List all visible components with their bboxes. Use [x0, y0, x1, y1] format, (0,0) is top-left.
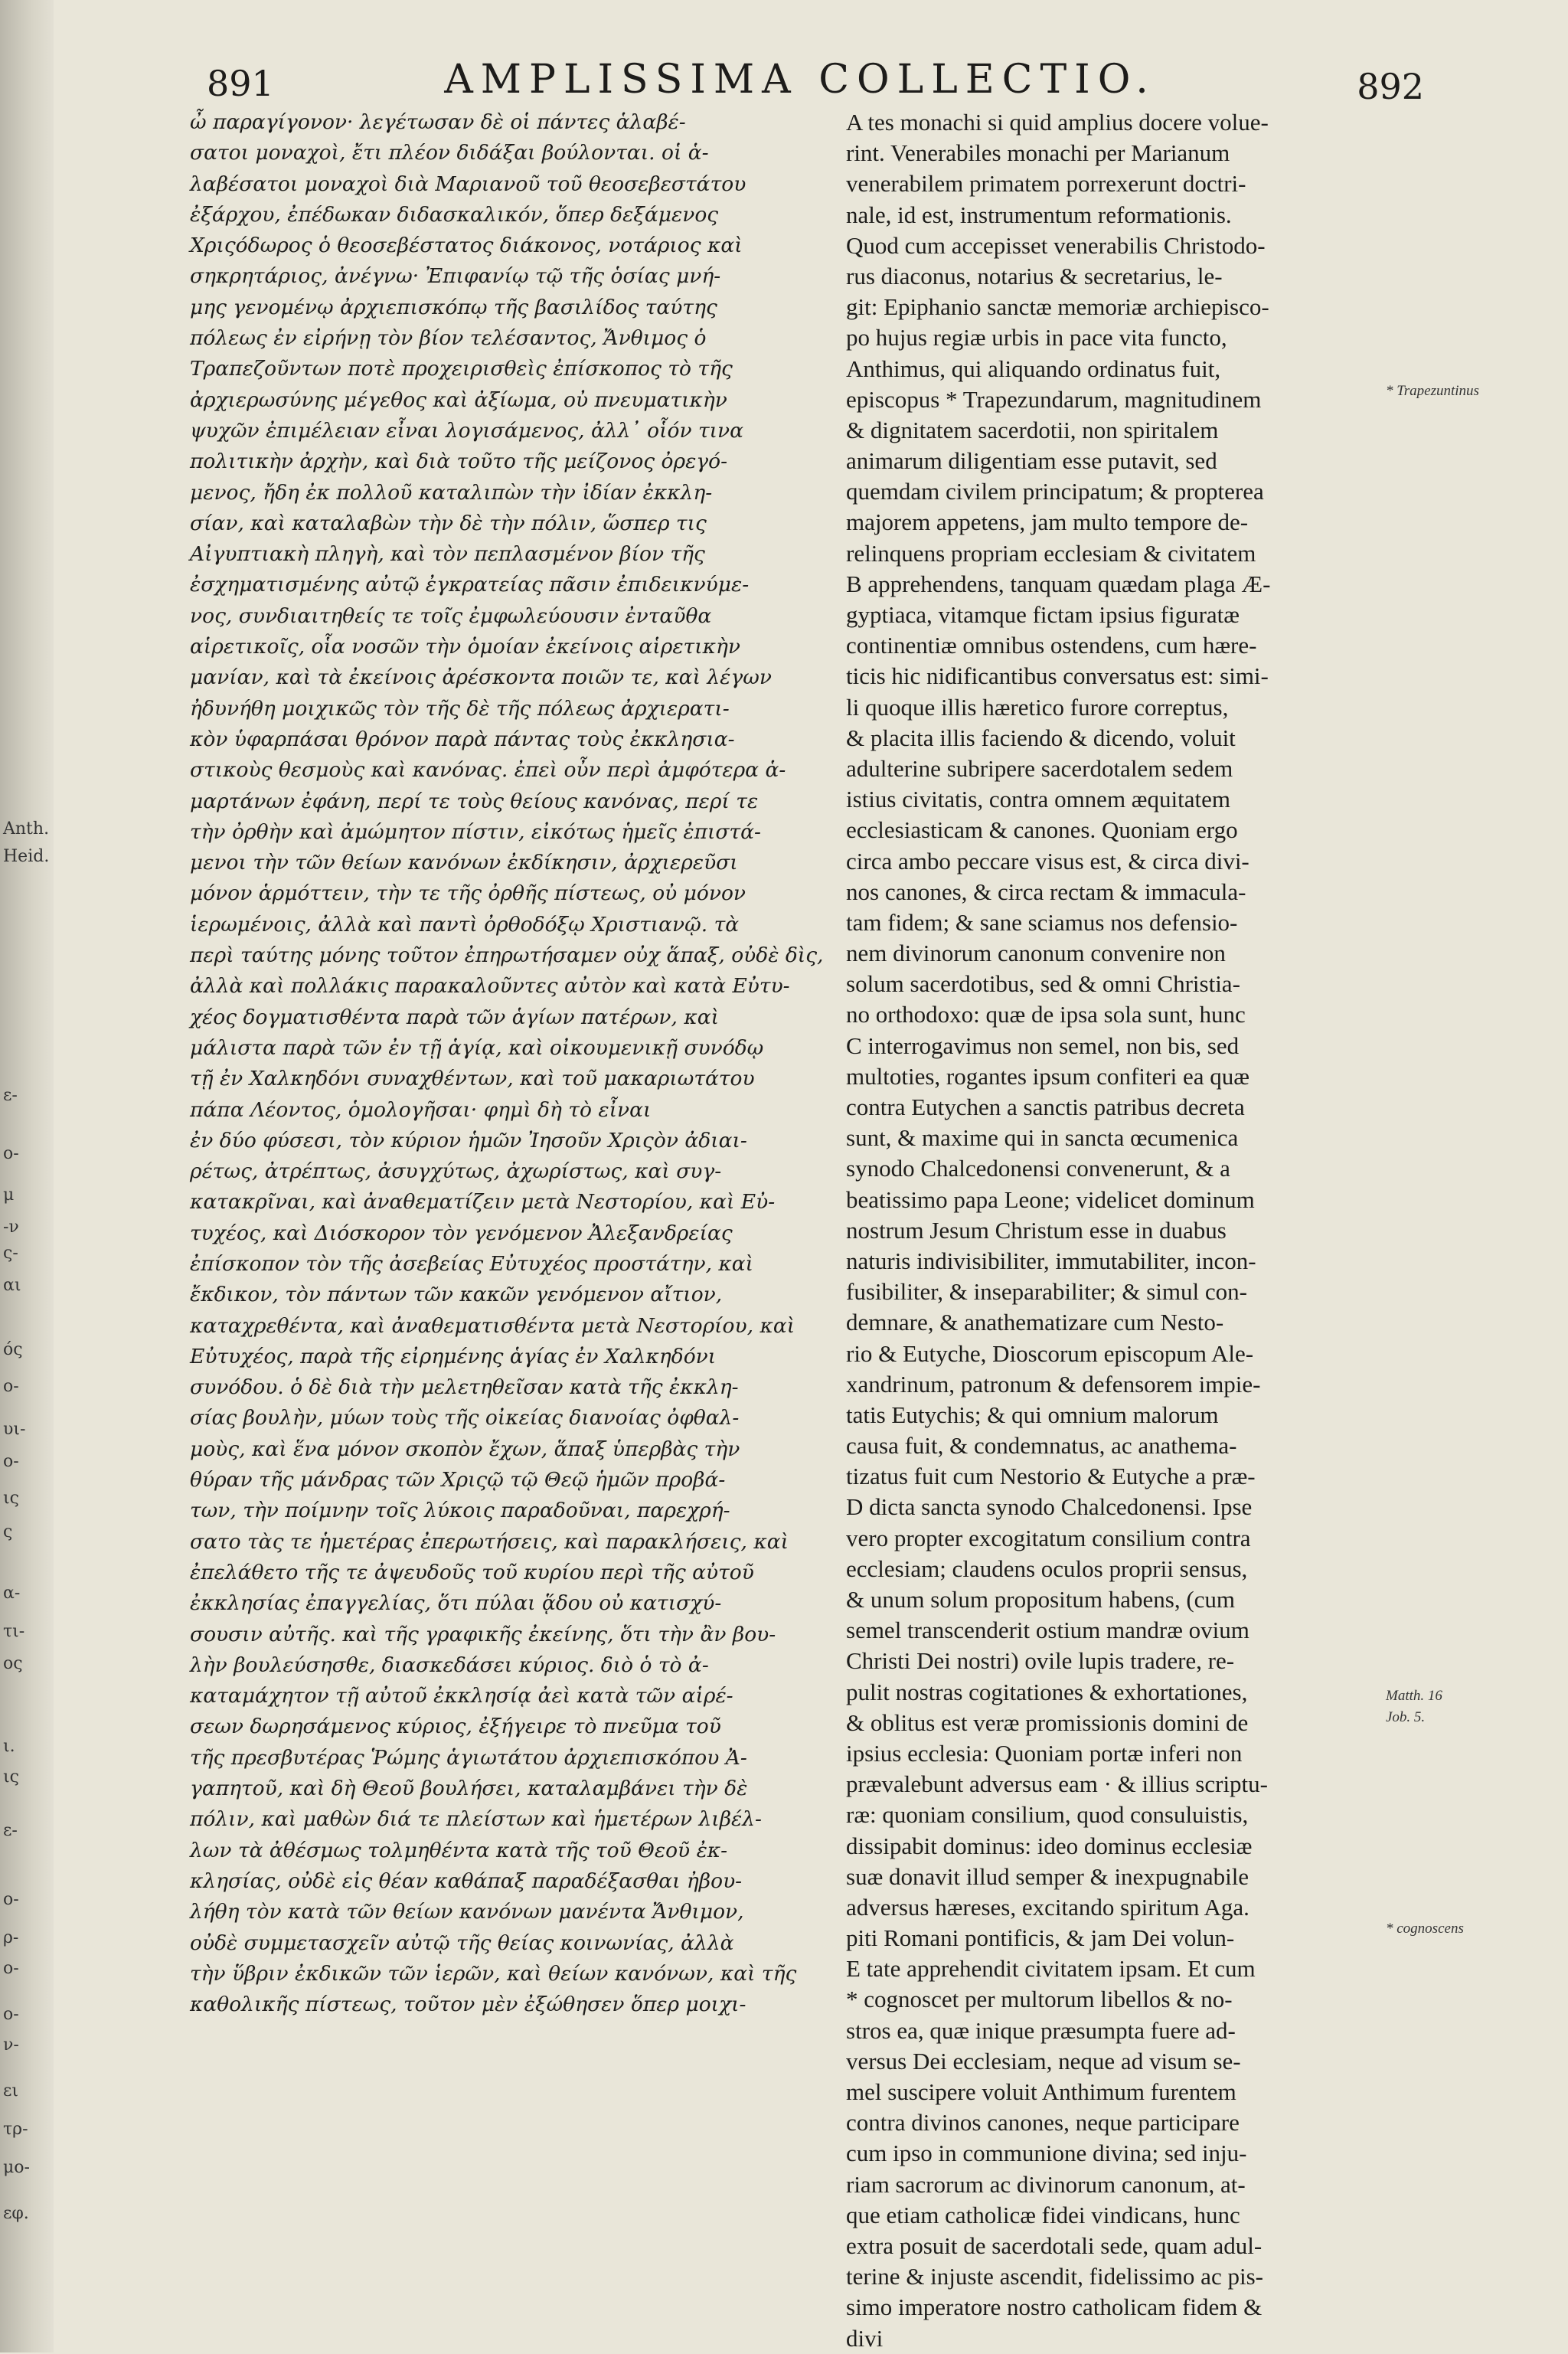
greek-text-line: μοὺς, καὶ ἕνα μόνον σκοπὸν ἔχων, ἅπαξ ὑπερβὰς τὴν — [190, 1437, 740, 1461]
left-page-fragment: α- — [3, 1584, 21, 1603]
latin-text-line: sunt, & maxime qui in sancta œcumenica — [846, 1124, 1239, 1152]
greek-text-line: Εὐτυχέος, παρὰ τῆς εἰρημένης ἁγίας ἐν Χαλκηδόνι — [190, 1344, 717, 1368]
left-page-fragment: ος — [3, 1654, 23, 1673]
greek-text-line: μενος, ἤδη ἐκ πολλοῦ καταλιπὼν τὴν ἰδίαν ἐκκλη- — [190, 480, 713, 505]
left-page-fragment: ς — [3, 1522, 13, 1542]
greek-text-line: κὸν ὑφαρπάσαι θρόνον παρὰ πάντας τοὺς ἐκκλησια- — [190, 727, 735, 751]
greek-text-line: ὦ παραγίγονον· λεγέτωσαν δὲ οἱ πάντες ἁλαβέ- — [190, 110, 686, 134]
latin-text-line: tatis Eutychis; & qui omnium malorum — [846, 1401, 1219, 1428]
greek-text-line: τῇ ἐν Χαλκηδόνι συναχθέντων, καὶ τοῦ μακαριωτάτου — [190, 1067, 755, 1091]
latin-text-line: multoties, rogantes ipsum confiteri ea quæ — [846, 1062, 1250, 1090]
greek-text-line: οὐδὲ συμμετασχεῖν αὐτῷ τῆς θείας κοινωνίας, ἀλλὰ — [190, 1931, 734, 1955]
latin-text-line: dissipabit dominus: ideo dominus ecclesiæ — [846, 1832, 1253, 1859]
left-page-fragment: υι- — [3, 1420, 26, 1439]
left-page-fragment: ρ- — [3, 1928, 19, 1947]
latin-text-line: adulterine subripere sacerdotalem sedem — [846, 754, 1233, 782]
left-page-fragment: εφ. — [3, 2204, 29, 2223]
latin-text-line: tam fidem; & sane sciamus nos defensio- — [846, 908, 1238, 936]
latin-text-line: ipsius ecclesia: Quoniam portæ inferi non — [846, 1739, 1243, 1767]
latin-text-line: demnare, & anathematizare cum Nesto- — [846, 1309, 1224, 1336]
greek-text-line: ἐκκλησίας ἐπαγγελίας, ὅτι πύλαι ᾅδου οὐ κατισχύ- — [190, 1591, 722, 1616]
greek-text-line: ἐσχηματισμένης αὐτῷ ἐγκρατείας πᾶσιν ἐπιδεικνύμε- — [190, 573, 750, 597]
latin-text-line: circa ambo peccare visus est, & circa divi- — [846, 847, 1250, 875]
greek-text-line: καθολικῆς πίστεως, τοῦτον μὲν ἐξώθησεν ὅπερ μοιχι- — [190, 1993, 746, 2017]
latin-text-line: tizatus fuit cum Nestorio & Eutyche a præ- — [846, 1463, 1256, 1490]
latin-text-line: git: Epiphanio sanctæ memoriæ archiepisco- — [846, 293, 1269, 321]
left-page-fragment: ις — [3, 1489, 19, 1508]
latin-text-line: B apprehendens, tanquam quædam plaga Æ- — [846, 570, 1271, 597]
left-page-fragment: μο- — [3, 2158, 30, 2177]
latin-text-line: Anthimus, qui aliquando ordinatus fuit, — [846, 355, 1221, 382]
greek-text-line: ἠδυνήθη μοιχικῶς τὸν τῆς δὲ τῆς πόλεως ἀρχιερατι- — [190, 696, 730, 721]
greek-text-line: ἐπίσκοπον τὸν τῆς ἀσεβείας Εὐτυχέος προστάτην, καὶ — [190, 1251, 754, 1276]
latin-text-line: divi — [846, 2324, 884, 2352]
greek-text-line: μανίαν, καὶ τὰ ἐκείνοις ἀρέσκοντα ποιῶν τε, καὶ λέγων — [190, 665, 772, 690]
latin-text-line: ecclesiam; claudens oculos proprii sensus, — [846, 1555, 1248, 1582]
margin-note-cognoscens: * cognoscens — [1386, 1921, 1464, 1937]
greek-text-line: ἀρχιερωσύνης μέγεθος καὶ ἀξίωμα, οὐ πνευματικὴν — [190, 387, 727, 412]
latin-text-line: adversus hæreses, excitando spiritum Aga. — [846, 1893, 1250, 1921]
greek-text-line: στικοὺς θεσμοὺς καὶ κανόνας. ἐπεὶ οὖν περὶ ἀμφότερα ἁ- — [190, 758, 786, 783]
greek-text-line: των, τὴν ποίμνην τοῖς λύκοις παραδοῦναι, παρεχρή- — [190, 1499, 730, 1523]
latin-text-line: nale, id est, instrumentum reformationis. — [846, 201, 1232, 228]
latin-text-line: vero propter excogitatum consilium contra — [846, 1524, 1251, 1551]
latin-text-line: Quod cum accepisset venerabilis Christodo- — [846, 231, 1266, 259]
latin-text-line: po hujus regiæ urbis in pace vita functo, — [846, 324, 1227, 351]
latin-text-line: mel suscipere voluit Anthimum furentem — [846, 2078, 1236, 2105]
greek-text-line: σουσιν αὐτῆς. καὶ τῆς γραφικῆς ἐκείνης, ὅτι τὴν ἂν βου- — [190, 1622, 776, 1646]
latin-text-line: naturis indivisibiliter, immutabiliter, incon- — [846, 1247, 1256, 1274]
latin-text-line: piti Romani pontificis, & jam Dei volun- — [846, 1924, 1235, 1952]
greek-text-line: συνόδου. ὁ δὲ διὰ τὴν μελετηθεῖσαν κατὰ τῆς ἐκκλη- — [190, 1375, 739, 1400]
latin-text-line: pulit nostras cogitationes & exhortationes, — [846, 1678, 1248, 1705]
greek-text-line: κλησίας, οὐδὲ εἰς θέαν καθάπαξ παραδέξασθαι ἠβου- — [190, 1868, 743, 1893]
left-page-fragment: τι- — [3, 1622, 25, 1641]
latin-text-line: beatissimo papa Leone; videlicet dominum — [846, 1185, 1255, 1213]
latin-text-line: & unum solum propositum habens, (cum — [846, 1586, 1236, 1613]
latin-text-line: venerabilem primatem porrexerunt doctri- — [846, 170, 1246, 198]
latin-text-line: ticis hic nidificantibus conversatus est: simi- — [846, 662, 1269, 690]
left-page-fragment: ις — [3, 1767, 19, 1787]
latin-text-line: versus Dei ecclesiam, neque ad visum se- — [846, 2047, 1241, 2074]
left-page-fragment: ι. — [3, 1737, 15, 1756]
latin-text-line: Christi Dei nostri) ovile lupis tradere, re- — [846, 1647, 1235, 1675]
greek-text-line: πολιτικὴν ἀρχὴν, καὶ διὰ τοῦτο τῆς μείζονος ὀρεγό- — [190, 450, 728, 474]
latin-text-line: no orthodoxo: quæ de ipsa sola sunt, hunc — [846, 1001, 1246, 1028]
latin-text-line: semel transcenderit ostium mandræ ovium — [846, 1617, 1250, 1644]
greek-text-line: λων τὰ ἀθέσμως τολμηθέντα κατὰ τῆς τοῦ Θεοῦ ἐκ- — [190, 1838, 728, 1862]
latin-text-line: fusibiliter, & inseparabiliter; & simul con- — [846, 1278, 1247, 1306]
greek-text-line: λὴν βουλεύσησθε, διασκεδάσει κύριος. διὸ ὁ τὸ ἀ- — [190, 1653, 709, 1677]
left-page-fragment: ός — [3, 1340, 23, 1359]
left-page-fragment: Heid. — [3, 847, 50, 866]
latin-text-line: quemdam civilem principatum; & propterea — [846, 478, 1264, 505]
latin-text-line: stros ea, quæ inique præsumpta fuere ad- — [846, 2016, 1236, 2044]
left-page-edge — [0, 0, 54, 2352]
latin-text-line: nos canones, & circa rectam & immacula- — [846, 878, 1246, 905]
margin-note-trapezuntinus: * Trapezuntinus — [1386, 383, 1479, 399]
left-page-fragment: αι — [3, 1276, 21, 1295]
latin-text-line: prævalebunt adversus eam · & illius scriptu- — [846, 1770, 1268, 1798]
greek-text-line: ἐπελάθετο τῆς τε ἀψευδοῦς τοῦ κυρίου περὶ τῆς αὐτοῦ — [190, 1560, 754, 1584]
latin-text-line: solum sacerdotibus, sed & omni Christia- — [846, 970, 1240, 998]
greek-text-line: ἐξάρχου, ἐπέδωκαν διδασκαλικόν, ὅπερ δεξάμενος — [190, 202, 719, 227]
greek-text-line: μάλιστα παρὰ τῶν ἐν τῇ ἁγίᾳ, καὶ οἰκουμενικῇ συνόδῳ — [190, 1035, 764, 1060]
left-page-fragment: ε- — [3, 1086, 18, 1105]
latin-text-line: contra divinos canones, neque participare — [846, 2109, 1240, 2137]
left-page-fragment: ε- — [3, 1821, 18, 1840]
page-number-left: 891 — [207, 63, 274, 104]
greek-text-line: μόνον ἁρμόττειν, τὴν τε τῆς ὀρθῆς πίστεως, οὐ μόνον — [190, 881, 746, 906]
latin-text-line: E tate apprehendit civitatem ipsam. Et cum — [846, 1955, 1256, 1983]
latin-text-line: gyptiaca, vitamque fictam ipsius figuratæ — [846, 601, 1240, 628]
greek-text-line: ἔκδικον, τὸν πάντων τῶν κακῶν γενόμενον αἴτιον, — [190, 1283, 723, 1307]
greek-text-line: πάπα Λέοντος, ὁμολογῆσαι· φημὶ δὴ τὸ εἶναι — [190, 1097, 652, 1122]
latin-text-line: D dicta sancta synodo Chalcedonensi. Ipse — [846, 1493, 1253, 1521]
latin-text-line: & dignitatem sacerdotii, non spiritalem — [846, 416, 1219, 443]
latin-text-line: simo imperatore nostro catholicam fidem & — [846, 2294, 1263, 2321]
left-page-fragment: τρ- — [3, 2120, 28, 2139]
greek-text-line: ἀλλὰ καὶ πολλάκις παρακαλοῦντες αὐτὸν καὶ κατὰ Εὐτυ- — [190, 974, 790, 999]
greek-text-line: λαβέσατοι μοναχοὶ διὰ Μαριανοῦ τοῦ θεοσεβεστάτου — [190, 172, 746, 196]
latin-text-line: nostrum Jesum Christum esse in duabus — [846, 1216, 1227, 1244]
latin-text-line: A tes monachi si quid amplius docere volue- — [846, 109, 1269, 136]
latin-text-line: & placita illis faciendo & dicendo, voluit — [846, 724, 1236, 751]
greek-text-line: λήθη τὸν κατὰ τῶν θείων κανόνων μανέντα Ἄνθιμον, — [190, 1900, 744, 1924]
left-page-fragment: ς- — [3, 1244, 18, 1263]
left-page-fragment: Anth. — [3, 819, 50, 839]
page-number-right: 892 — [1357, 66, 1424, 107]
latin-text-line: que etiam catholicæ fidei vindicans, hunc — [846, 2201, 1240, 2228]
greek-text-line: μενοι τὴν τῶν θείων κανόνων ἐκδίκησιν, ἀρχιερεῦσι — [190, 851, 738, 875]
greek-text-line: καταμάχητον τῇ αὐτοῦ ἐκκλησίᾳ ἀεὶ κατὰ τῶν αἱρέ- — [190, 1684, 733, 1708]
greek-text-line: σίαν, καὶ καταλαβὼν τὴν δὲ τὴν πόλιν, ὥσπερ τις — [190, 511, 707, 535]
greek-text-line: θύραν τῆς μάνδρας τῶν Χριςῷ τῷ Θεῷ ἡμῶν προβά- — [190, 1468, 726, 1493]
latin-text-line: episcopus * Trapezundarum, magnitudinem — [846, 385, 1262, 413]
greek-text-line: ἐν δύο φύσεσι, τὸν κύριον ἡμῶν Ἰησοῦν Χριςὸν ἀδιαι- — [190, 1128, 747, 1152]
latin-text-line: suæ donavit illud semper & inexpugnabile — [846, 1862, 1250, 1890]
greek-text-line: γαπητοῦ, καὶ δὴ Θεοῦ βουλήσει, καταλαμβάνει τὴν δὲ — [190, 1777, 748, 1801]
left-page-fragment: ο- — [3, 1377, 19, 1396]
latin-text-line: rint. Venerabiles monachi per Marianum — [846, 139, 1230, 167]
greek-text-line: νος, συνδιαιτηθείς τε τοῖς ἐμφωλεύουσιν ἐνταῦθα — [190, 603, 712, 628]
left-page-fragment: ο- — [3, 1452, 19, 1471]
greek-text-line: Χριςόδωρος ὁ θεοσεβέστατος διάκονος, νοτάριος καὶ — [190, 234, 743, 258]
latin-text-line: synodo Chalcedonensi convenerunt, & a — [846, 1155, 1230, 1182]
left-page-fragment: μ — [3, 1185, 15, 1205]
greek-text-line: μαρτάνων ἐφάνη, περί τε τοὺς θείους κανόνας, περί τε — [190, 789, 759, 813]
greek-text-line: σατοι μοναχοὶ, ἔτι πλέον διδάξαι βούλονται. οἱ ἁ- — [190, 141, 709, 165]
greek-text-line: ψυχῶν ἐπιμέλειαν εἶναι λογισάμενος, ἀλλ᾽ οἷόν τινα — [190, 418, 744, 443]
left-page-fragment: ο- — [3, 1959, 19, 1978]
left-page-fragment: -ν — [3, 1218, 19, 1237]
latin-text-line: nem divinorum canonum convenire non — [846, 940, 1226, 967]
latin-text-line: li quoque illis hæretico furore correptus, — [846, 693, 1229, 721]
latin-text-column — [846, 107, 1416, 2352]
greek-text-line: ἱερωμένοις, ἀλλὰ καὶ παντὶ ὀρθοδόξῳ Χριστιανῷ. τὰ — [190, 912, 740, 937]
page-header — [207, 57, 1424, 110]
latin-text-line: riam sacrorum ac divinorum canonum, at- — [846, 2170, 1246, 2198]
greek-text-line: πόλεως ἐν εἰρήνῃ τὸν βίον τελέσαντος, Ἄνθιμος ὁ — [190, 326, 707, 351]
greek-text-line: τῆς πρεσβυτέρας Ῥώμης ἁγιωτάτου ἀρχιεπισκόπου Ἀ- — [190, 1745, 747, 1770]
greek-text-line: καταχρεθέντα, καὶ ἀναθεματισθέντα μετὰ Νεστορίου, καὶ — [190, 1313, 795, 1338]
latin-text-line: istius civitatis, contra omnem æquitatem — [846, 786, 1230, 813]
latin-text-line: causa fuit, & condemnatus, ac anathema- — [846, 1432, 1237, 1460]
latin-text-line: cum ipso in communione divina; sed inju- — [846, 2140, 1247, 2167]
latin-text-line: ecclesiasticam & canones. Quoniam ergo — [846, 816, 1238, 844]
latin-text-line: animarum diligentiam esse putavit, sed — [846, 447, 1217, 475]
left-page-fragment: ο- — [3, 2005, 19, 2024]
greek-text-line: σηκρητάριος, ἀνέγνω· Ἐπιφανίῳ τῷ τῆς ὁσίας μνή- — [190, 264, 721, 289]
latin-text-line: C interrogavimus non semel, non bis, sed — [846, 1032, 1240, 1059]
latin-text-line: extra posuit de sacerdotali sede, quam adul- — [846, 2231, 1263, 2259]
greek-text-line: σατο τὰς τε ἡμετέρας ἐπερωτήσεις, καὶ παρακλήσεις, καὶ — [190, 1529, 789, 1554]
margin-note-matth: Matth. 16 — [1386, 1688, 1442, 1704]
left-page-fragment: ν- — [3, 2035, 19, 2055]
left-page-fragment: ει — [3, 2081, 19, 2101]
left-page-fragment: ο- — [3, 1890, 19, 1909]
latin-text-line: ræ: quoniam consilium, quod consuluistis, — [846, 1801, 1249, 1829]
greek-text-column — [190, 107, 833, 2251]
greek-text-line: κατακρῖναι, καὶ ἀναθεματίζειν μετὰ Νεστορίου, καὶ Εὐ- — [190, 1190, 776, 1215]
greek-text-line: χέος δογματισθέντα παρὰ τῶν ἁγίων πατέρων, καὶ — [190, 1005, 720, 1029]
greek-text-line: τὴν ὕβριν ἐκδικῶν τῶν ἱερῶν, καὶ θείων κανόνων, καὶ τῆς — [190, 1961, 797, 1986]
running-title: AMPLISSIMA COLLECTIO. — [444, 57, 1156, 103]
greek-text-line: σίας βουλὴν, μύων τοὺς τῆς οἰκείας διανοίας ὀφθαλ- — [190, 1406, 740, 1430]
left-page-fragment: ο- — [3, 1144, 19, 1163]
latin-text-line: * cognoscet per multorum libellos & no- — [846, 1986, 1233, 2013]
greek-text-line: ρέτως, ἀτρέπτως, ἀσυγχύτως, ἀχωρίστως, καὶ συγ- — [190, 1159, 722, 1184]
greek-text-line: πόλιν, καὶ μαθὼν διά τε πλείστων καὶ ἡμετέρων λιβέλ- — [190, 1807, 762, 1832]
latin-text-line: & oblitus est veræ promissionis domini de — [846, 1708, 1249, 1736]
greek-text-line: περὶ ταύτης μόνης τοῦτον ἐπηρωτήσαμεν οὐχ ἅπαξ, οὐδὲ δὶς, — [190, 943, 824, 968]
greek-text-line: Τραπεζοῦντων ποτὲ προχειρισθεὶς ἐπίσκοπος τὸ τῆς — [190, 357, 733, 381]
greek-text-line: τὴν ὀρθὴν καὶ ἀμώμητον πίστιν, εἰκότως ἡμεῖς ἐπιστά- — [190, 819, 762, 844]
greek-text-line: μης γενομένῳ ἀρχιεπισκόπῳ τῆς βασιλίδος ταύτης — [190, 295, 717, 319]
latin-text-line: rio & Eutyche, Dioscorum episcopum Ale- — [846, 1339, 1254, 1367]
latin-text-line: terine & injuste ascendit, fidelissimo ac pis- — [846, 2263, 1263, 2290]
greek-text-line: Αἰγυπτιακὴ πληγὴ, καὶ τὸν πεπλασμένον βίον τῆς — [190, 542, 705, 567]
latin-text-line: relinquens propriam ecclesiam & civitatem — [846, 539, 1256, 567]
greek-text-line: αἱρετικοῖς, οἷα νοσῶν τὴν ὁμοίαν ἐκείνοις αἱρετικὴν — [190, 635, 740, 659]
latin-text-line: majorem appetens, jam multo tempore de- — [846, 508, 1249, 536]
margin-note-job: Job. 5. — [1386, 1709, 1426, 1725]
greek-text-line: σεων δωρησάμενος κύριος, ἐξήγειρε τὸ πνεῦμα τοῦ — [190, 1715, 721, 1739]
latin-text-line: continentiæ omnibus ostendens, cum hære- — [846, 632, 1257, 659]
latin-text-line: contra Eutychen a sanctis patribus decreta — [846, 1094, 1245, 1120]
latin-text-line: xandrinum, patronum & defensorem impie- — [846, 1370, 1261, 1398]
greek-text-line: τυχέος, καὶ Διόσκορον τὸν γενόμενον Ἀλεξανδρείας — [190, 1221, 733, 1245]
latin-text-line: rus diaconus, notarius & secretarius, le- — [846, 262, 1223, 289]
